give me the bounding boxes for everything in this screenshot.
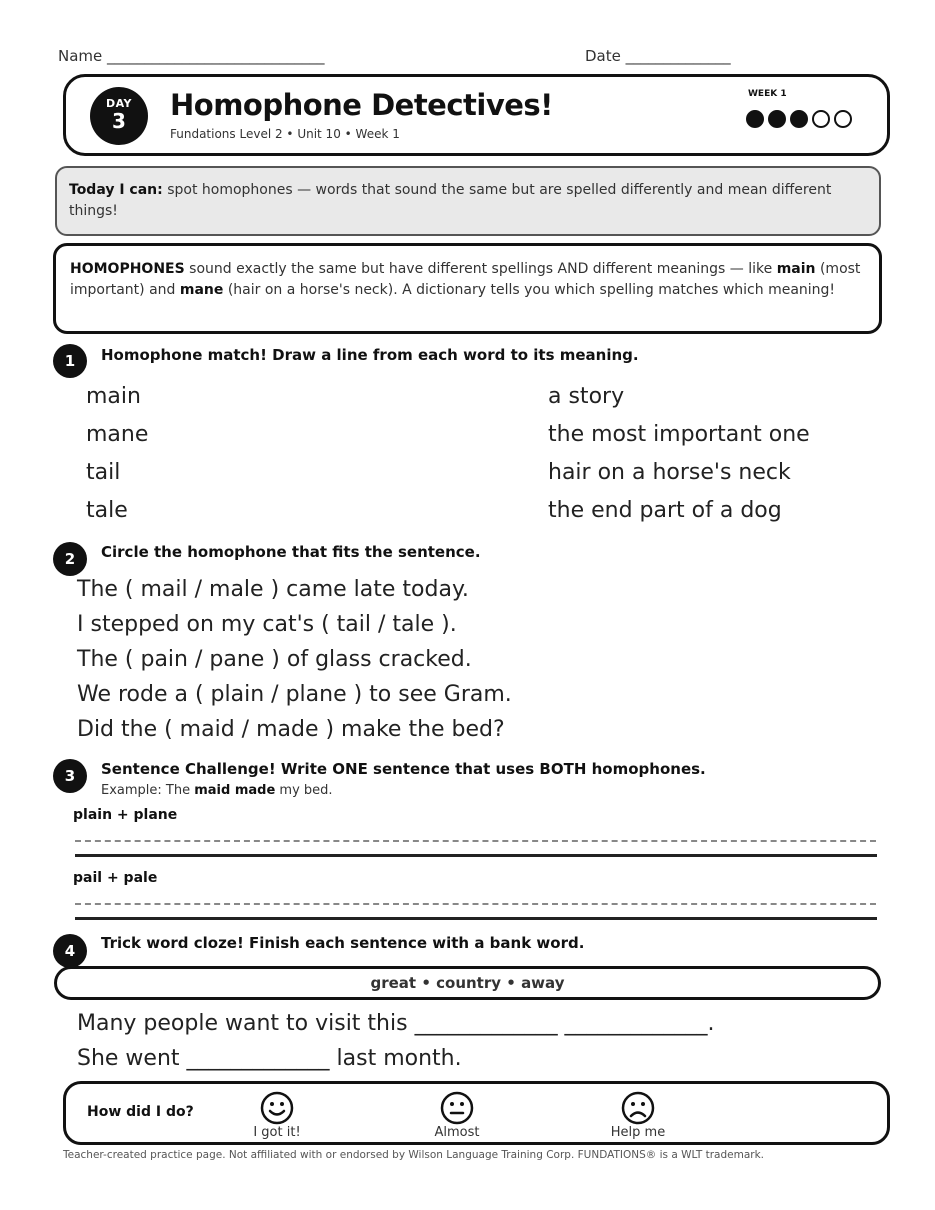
match-word[interactable]: main xyxy=(86,384,141,409)
day-label: DAY xyxy=(105,97,133,110)
question-3-number: 3 xyxy=(53,759,87,793)
self-check-option[interactable]: Almost xyxy=(434,1125,480,1140)
progress-dot-filled xyxy=(768,110,786,128)
today-text: spot homophones — words that sound the same but are spelled differently and mean different things! xyxy=(69,182,832,219)
progress-dot-empty xyxy=(812,110,830,128)
match-meaning[interactable]: hair on a horse's neck xyxy=(548,460,791,485)
info-part2: (most important) and xyxy=(70,261,861,298)
question-4-heading: Trick word cloze! Finish each sentence with a bank word. xyxy=(101,934,585,952)
info-word2: mane xyxy=(179,282,224,298)
cloze-sentence[interactable]: Many people want to visit this _____________ _____________. xyxy=(77,1011,715,1036)
match-meaning[interactable]: the most important one xyxy=(548,422,810,447)
happy-face-icon[interactable] xyxy=(260,1091,294,1129)
example-sentence xyxy=(101,783,333,798)
question-2-heading: Circle the homophone that fits the sentence. xyxy=(101,543,481,561)
date-line[interactable]: Date ______________ xyxy=(585,47,731,65)
question-3-heading: Sentence Challenge! Write ONE sentence that uses BOTH homophones. xyxy=(101,760,706,778)
circle-sentence[interactable]: Did the ( maid / made ) make the bed? xyxy=(77,717,505,742)
info-part3: (hair on a horse's neck). A dictionary tells you which spelling matches which meaning! xyxy=(223,282,836,298)
day-badge xyxy=(90,87,148,145)
progress-dot-filled xyxy=(790,110,808,128)
match-word[interactable]: tail xyxy=(86,460,121,485)
today-i-can-box xyxy=(55,166,881,236)
example-suffix: my bed. xyxy=(275,783,333,798)
writing-line-dashed[interactable] xyxy=(75,903,876,905)
page-title: Homophone Detectives! xyxy=(170,88,553,122)
self-check-label: How did I do? xyxy=(87,1104,194,1120)
circle-sentence[interactable]: The ( pain / pane ) of glass cracked. xyxy=(77,647,472,672)
neutral-face-icon[interactable] xyxy=(440,1091,474,1129)
match-word[interactable]: tale xyxy=(86,498,128,523)
example-bold: maid made xyxy=(194,783,276,798)
page-subtitle: Fundations Level 2 • Unit 10 • Week 1 xyxy=(170,127,400,141)
self-check-option[interactable]: Help me xyxy=(610,1125,666,1140)
word-bank xyxy=(54,966,881,1000)
match-meaning[interactable]: a story xyxy=(548,384,625,409)
example-prefix: Example: The xyxy=(101,783,195,798)
progress-dot-filled xyxy=(746,110,764,128)
info-part1: sound exactly the same but have different spellings AND different meanings — like xyxy=(184,261,777,277)
question-4-number: 4 xyxy=(53,934,87,968)
day-number: 3 xyxy=(112,109,126,133)
writing-line-base[interactable] xyxy=(75,917,877,920)
disclaimer: Teacher-created practice page. Not affiliated with or endorsed by Wilson Language Training Corp. FUNDATIONS® is a WLT trademark. xyxy=(63,1149,765,1161)
circle-sentence[interactable]: We rode a ( plain / plane ) to see Gram. xyxy=(77,682,512,707)
info-word1: main xyxy=(776,261,816,277)
sad-face-icon[interactable] xyxy=(621,1091,655,1129)
question-1-number: 1 xyxy=(53,344,87,378)
today-lead: Today I can: xyxy=(69,182,163,198)
homophone-pair-label: plain + plane xyxy=(73,807,178,823)
self-check-option[interactable]: I got it! xyxy=(253,1125,301,1140)
writing-line-base[interactable] xyxy=(75,854,877,857)
info-term: HOMOPHONES xyxy=(70,261,185,277)
cloze-sentence[interactable]: She went _____________ last month. xyxy=(77,1046,462,1071)
circle-sentence[interactable]: The ( mail / male ) came late today. xyxy=(77,577,469,602)
writing-line-dashed[interactable] xyxy=(75,840,876,842)
week-label: WEEK 1 xyxy=(748,89,787,99)
homophones-info-box xyxy=(53,243,882,334)
circle-sentence[interactable]: I stepped on my cat's ( tail / tale ). xyxy=(77,612,457,637)
progress-dot-empty xyxy=(834,110,852,128)
match-meaning[interactable]: the end part of a dog xyxy=(548,498,782,523)
match-word[interactable]: mane xyxy=(86,422,149,447)
name-line[interactable]: Name _____________________________ xyxy=(58,47,325,65)
week-progress-dots xyxy=(746,110,852,128)
question-1-heading: Homophone match! Draw a line from each word to its meaning. xyxy=(101,346,639,364)
question-2-number: 2 xyxy=(53,542,87,576)
word-bank-words: great • country • away xyxy=(370,974,565,992)
homophone-pair-label: pail + pale xyxy=(73,870,158,886)
